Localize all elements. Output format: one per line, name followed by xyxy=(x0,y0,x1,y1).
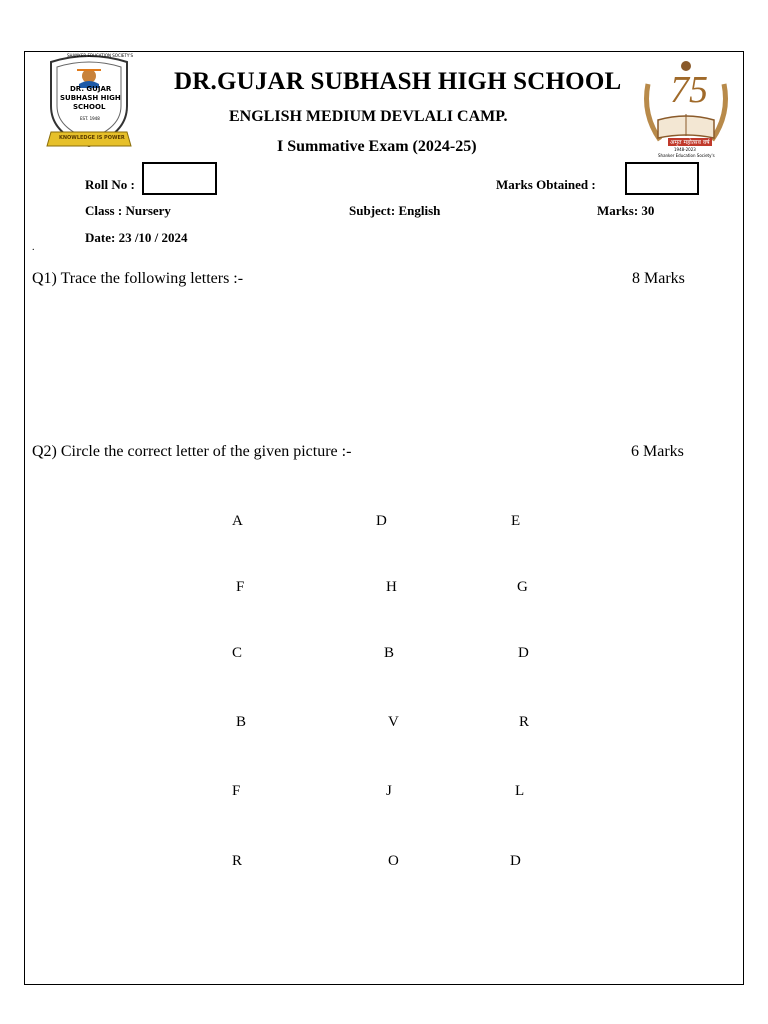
total-marks-info: Marks: 30 xyxy=(597,203,655,218)
anniversary-ribbon: अमृत महोत्सव वर्ष xyxy=(670,139,710,146)
logo-line-1: DR. GUJAR xyxy=(70,85,112,93)
anniversary-logo xyxy=(638,54,734,164)
letter-option[interactable]: H xyxy=(386,579,397,595)
letter-option[interactable]: A xyxy=(232,513,243,529)
roll-no-label: Roll No : xyxy=(85,177,135,192)
anniversary-years: 1948-2023 xyxy=(674,147,696,152)
letter-option[interactable]: B xyxy=(384,645,395,661)
roll-no-box[interactable] xyxy=(142,162,217,195)
letter-option[interactable]: E xyxy=(511,513,521,529)
marks-obtained-box[interactable] xyxy=(625,162,699,195)
school-name: DR.GUJAR SUBHASH HIGH SCHOOL xyxy=(174,68,622,95)
letter-option[interactable]: G xyxy=(517,579,528,595)
logo-line-2: SUBHASH HIGH xyxy=(60,94,121,102)
letter-option[interactable]: O xyxy=(388,853,399,869)
letter-option[interactable]: F xyxy=(236,579,245,595)
letter-option[interactable]: F xyxy=(232,783,241,799)
logo-est: EST. 1948 xyxy=(80,116,100,121)
logo-ring-text: SHANKER EDUCATION SOCIETY'S xyxy=(67,53,133,58)
letter-option[interactable]: V xyxy=(388,714,399,730)
letter-option[interactable]: D xyxy=(376,513,387,529)
logo-ribbon: KNOWLEDGE IS POWER xyxy=(59,135,125,141)
question-1-text: Q1) Trace the following letters :- xyxy=(32,270,244,287)
letter-option[interactable]: D xyxy=(510,853,521,869)
anniversary-caption: Shanker Education Society's xyxy=(658,153,715,158)
letter-option[interactable]: L xyxy=(515,783,525,799)
marks-obtained-label: Marks Obtained : xyxy=(496,177,596,192)
stray-dot: . xyxy=(32,242,35,253)
letter-option[interactable]: D xyxy=(518,645,529,661)
letter-option[interactable]: B xyxy=(236,714,247,730)
question-2-text: Q2) Circle the correct letter of the given picture :- xyxy=(32,443,352,460)
question-1-marks: 8 Marks xyxy=(632,270,685,287)
school-logo xyxy=(43,54,135,152)
question-2-marks: 6 Marks xyxy=(631,443,684,460)
date-info: Date: 23 /10 / 2024 xyxy=(85,230,188,245)
letter-option[interactable]: R xyxy=(232,853,243,869)
letter-option[interactable]: J xyxy=(386,783,392,799)
class-info: Class : Nursery xyxy=(85,203,171,218)
logo-line-3: SCHOOL xyxy=(73,103,106,111)
exam-title: I Summative Exam (2024-25) xyxy=(277,138,477,155)
subject-info: Subject: English xyxy=(349,203,441,218)
school-subtitle: ENGLISH MEDIUM DEVLALI CAMP. xyxy=(229,108,508,125)
letter-option[interactable]: R xyxy=(519,714,530,730)
letter-option[interactable]: C xyxy=(232,645,243,661)
anniversary-number: 75 xyxy=(670,69,708,111)
